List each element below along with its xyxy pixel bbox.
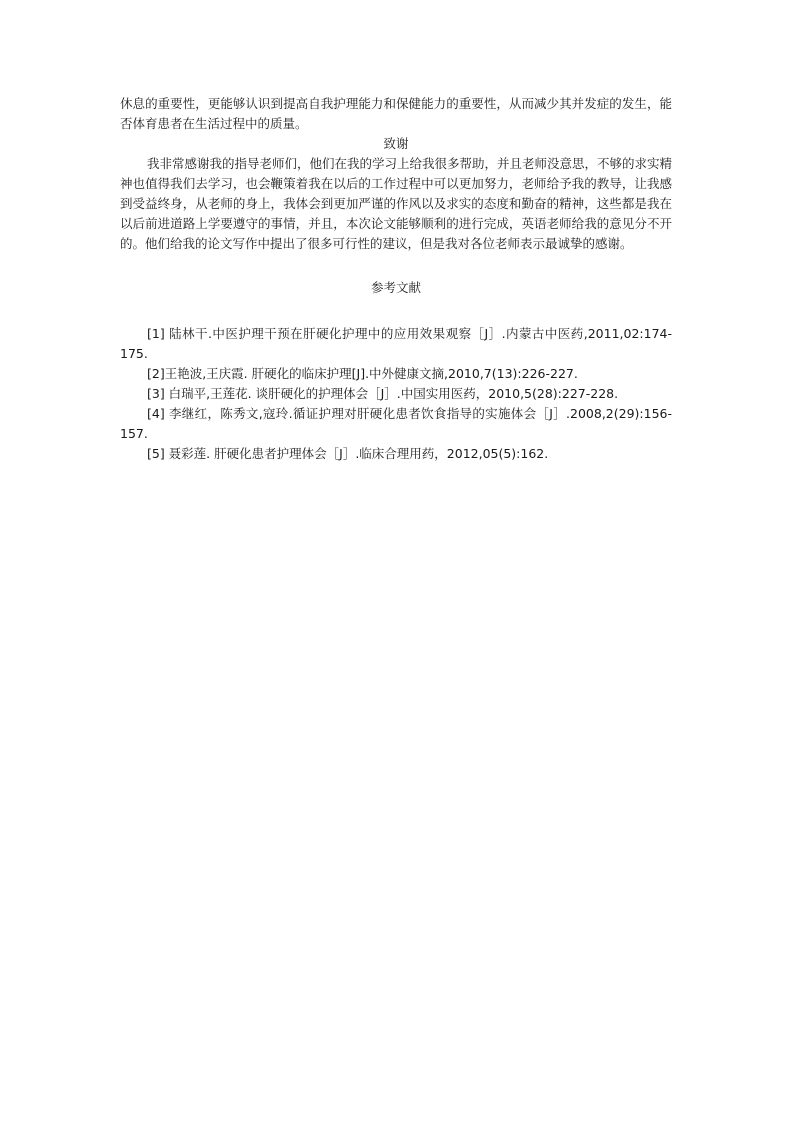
reference-item-5: [5] 聂彩莲. 肝硬化患者护理体会［J］.临床合理用药，2012,05(5):162. — [147, 446, 549, 461]
reference-item-4: [4] 李继红，陈秀文,寇玲.循证护理对肝硬化患者饮食指导的实施体会［J］.2008,2(29):156-157. — [120, 406, 672, 441]
reference-list — [120, 324, 672, 464]
acknowledgement-body: 我非常感谢我的指导老师们，他们在我的学习上给我很多帮助，并且老师没意思，不够的求实精神也值得我们去学习，也会鞭策着我在以后的工作过程中可以更加努力，老师给予我的教导，让我感到受益终身，从老师的身上，我体会到更加严谨的作风以及求实的态度和勤奋的精神，这些都是我在以后前进道路上学要遵守的事情，并且，本次论文能够顺利的进行完成，英语老师给我的意见分不开的。他们给我的论文写作中提出了很多可行性的建议，但是我对各位老师表示最诚挚的感谢。 — [120, 156, 673, 251]
references-heading: 参考文献 — [370, 280, 421, 295]
reference-item-2: [2]王艳波,王庆霞. 肝硬化的临床护理[J].中外健康文摘,2010,7(13):226-227. — [147, 366, 578, 381]
acknowledgement-heading: 致谢 — [383, 136, 409, 151]
intro-paragraph: 休息的重要性，更能够认识到提高自我护理能力和保健能力的重要性，从而减少其并发症的发生，能否体育患者在生活过程中的质量。 — [120, 96, 672, 131]
reference-item-1: [1] 陆林干.中医护理干预在肝硬化护理中的应用效果观察［J］.内蒙古中医药,2011,02:174-175. — [120, 326, 672, 361]
document-page — [120, 94, 672, 464]
reference-item-3: [3] 白瑞平,王莲花. 谈肝硬化的护理体会［J］.中国实用医药，2010,5(28):227-228. — [147, 386, 619, 401]
